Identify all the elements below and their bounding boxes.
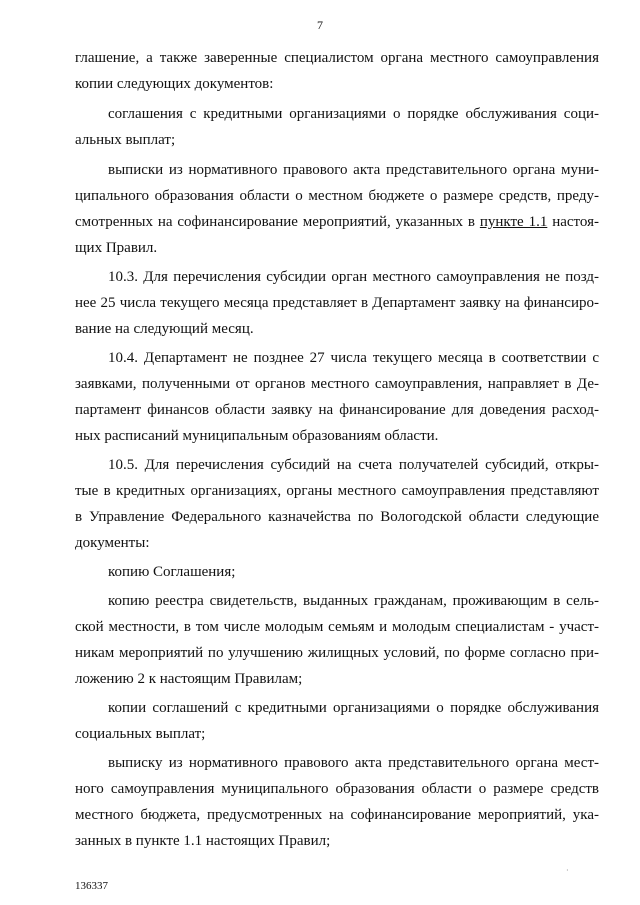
- text-line: 10.4. Департамент не позднее 27 числа текущего месяца в соответствии с: [108, 350, 599, 366]
- text-line: заявками, полученными от органов местного самоуправления, направляет в Де-: [75, 376, 599, 392]
- text-line: нее 25 числа текущего месяца представляет в Департамент заявку на финансиро-: [75, 295, 599, 311]
- text-line: социальных выплат;: [75, 726, 206, 742]
- text-line: глашение, а также заверенные специалистом органа местного самоуправления: [75, 50, 599, 66]
- text-line: ных расписаний муниципальным образованиям области.: [75, 428, 439, 444]
- text-line: выписку из нормативного правового акта представительного органа мест-: [108, 755, 599, 771]
- text-line: занных в пункте 1.1 настоящих Правил;: [75, 833, 331, 849]
- text-segment: настоя-: [547, 214, 599, 230]
- clause-link[interactable]: пункте 1.1: [479, 214, 548, 230]
- footer-code: 136337: [75, 880, 108, 892]
- text-line: вание на следующий месяц.: [75, 321, 254, 337]
- text-line: партамент финансов области заявку на финансирование для доведения расход-: [75, 402, 599, 418]
- text-line: ного самоуправления муниципального образования области о размере средств: [75, 781, 599, 797]
- page-number: 7: [317, 18, 323, 32]
- text-line: копию Соглашения;: [108, 564, 236, 580]
- text-line: копии следующих документов:: [75, 76, 274, 92]
- text-line: 10.3. Для перечисления субсидии орган местного самоуправления не позд-: [108, 269, 599, 285]
- text-line: местного бюджета, предусмотренных на софинансирование мероприятий, ука-: [75, 807, 599, 823]
- text-segment: смотренных на софинансирование мероприятий, указанных в: [75, 214, 480, 230]
- text-line: 10.5. Для перечисления субсидий на счета получателей субсидий, откры-: [108, 457, 599, 473]
- text-line: выписки из нормативного правового акта представительного органа муни-: [108, 162, 599, 178]
- text-line: соглашения с кредитными организациями о порядке обслуживания соци-: [108, 106, 599, 122]
- text-line: ложению 2 к настоящим Правилам;: [75, 671, 303, 687]
- text-line: ской местности, в том числе молодым семьям и молодым специалистам - участ-: [75, 619, 599, 635]
- text-line: щих Правил.: [75, 240, 158, 256]
- text-line: тые в кредитных организациях, органы местного самоуправления представляют: [75, 483, 599, 499]
- text-line: ципального образования области о местном бюджете о размере средств, преду-: [75, 188, 599, 204]
- text-line: копию реестра свидетельств, выданных гражданам, проживающим в сель-: [108, 593, 599, 609]
- scan-mark: ·: [566, 866, 569, 875]
- text-line: никам мероприятий по улучшению жилищных условий, по форме согласно при-: [75, 645, 599, 661]
- text-line: копии соглашений с кредитными организациями о порядке обслуживания: [108, 700, 599, 716]
- text-line: альных выплат;: [75, 132, 176, 148]
- text-line: [75, 212, 599, 232]
- text-line: в Управление Федерального казначейства по Вологодской области следующие: [75, 509, 599, 525]
- text-line: документы:: [75, 535, 150, 551]
